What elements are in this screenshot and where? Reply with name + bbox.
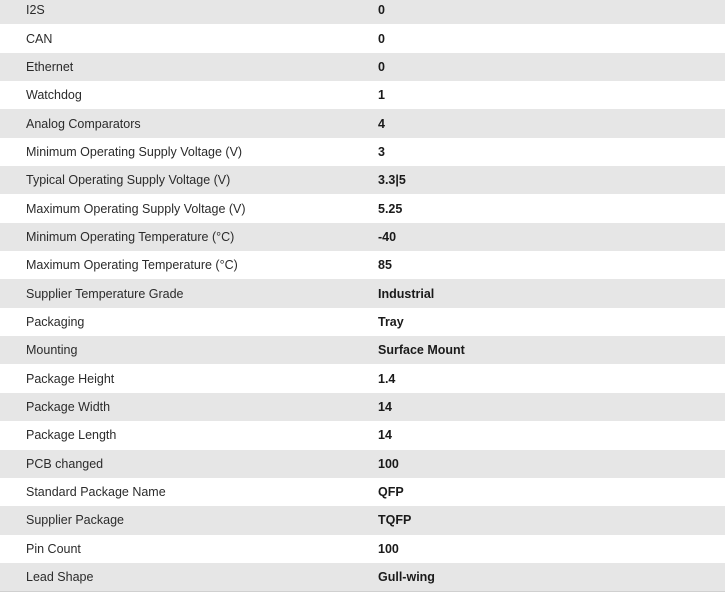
table-row: [0, 166, 725, 194]
table-row: [0, 109, 725, 137]
spec-label: Typical Operating Supply Voltage (V): [26, 173, 231, 188]
spec-label: Package Length: [26, 428, 117, 443]
spec-label: I2S: [26, 3, 45, 18]
spec-label: Package Width: [26, 399, 111, 414]
table-row: [0, 194, 725, 222]
spec-value: 0: [378, 59, 385, 74]
spec-label: Pin Count: [26, 541, 81, 556]
table-row: [0, 450, 725, 478]
table-row: [0, 53, 725, 81]
spec-label: Supplier Package: [26, 513, 124, 528]
table-row: [0, 138, 725, 166]
spec-value: 3.3|5: [378, 173, 406, 188]
table-row: [0, 0, 725, 24]
spec-label: Packaging: [26, 314, 85, 329]
table-row: [0, 24, 725, 52]
spec-value: Tray: [378, 314, 404, 329]
spec-label: Watchdog: [26, 88, 82, 103]
spec-label: PCB changed: [26, 456, 104, 471]
spec-value: Gull-wing: [378, 570, 435, 585]
spec-value: Industrial: [378, 286, 435, 301]
spec-value: -40: [378, 229, 397, 244]
spec-value: 14: [378, 428, 392, 443]
spec-value: 85: [378, 258, 392, 273]
spec-value: 100: [378, 541, 399, 556]
table-row: [0, 478, 725, 506]
table-row: [0, 336, 725, 364]
spec-value: 100: [378, 456, 399, 471]
spec-label: Maximum Operating Supply Voltage (V): [26, 201, 246, 216]
table-row: [0, 223, 725, 251]
spec-label: CAN: [26, 31, 53, 46]
table-row: [0, 506, 725, 534]
table-row: [0, 535, 725, 563]
spec-value: 1: [378, 88, 385, 103]
spec-value: Surface Mount: [378, 343, 465, 358]
spec-value: 5.25: [378, 201, 403, 216]
spec-value: 4: [378, 116, 385, 131]
spec-value: QFP: [378, 485, 404, 500]
spec-label: Package Height: [26, 371, 115, 386]
spec-value: 3: [378, 144, 385, 159]
spec-label: Lead Shape: [26, 570, 94, 585]
spec-value: 0: [378, 31, 385, 46]
spec-label: Analog Comparators: [26, 116, 141, 131]
table-row: [0, 279, 725, 307]
table-row: [0, 393, 725, 421]
spec-label: Minimum Operating Temperature (°C): [26, 229, 235, 244]
table-row: [0, 308, 725, 336]
spec-value: 14: [378, 399, 392, 414]
table-row: [0, 251, 725, 279]
table-row: [0, 81, 725, 109]
spec-label: Standard Package Name: [26, 485, 166, 500]
spec-label: Mounting: [26, 343, 78, 358]
spec-label: Supplier Temperature Grade: [26, 286, 184, 301]
table-bottom-border: [0, 591, 725, 592]
spec-label: Maximum Operating Temperature (°C): [26, 258, 238, 273]
spec-label: Ethernet: [26, 59, 74, 74]
spec-value: 1.4: [378, 371, 396, 386]
table-row: [0, 563, 725, 591]
table-row: [0, 364, 725, 392]
table-row: [0, 421, 725, 449]
spec-label: Minimum Operating Supply Voltage (V): [26, 144, 243, 159]
spec-value: TQFP: [378, 513, 412, 528]
spec-value: 0: [378, 3, 385, 18]
